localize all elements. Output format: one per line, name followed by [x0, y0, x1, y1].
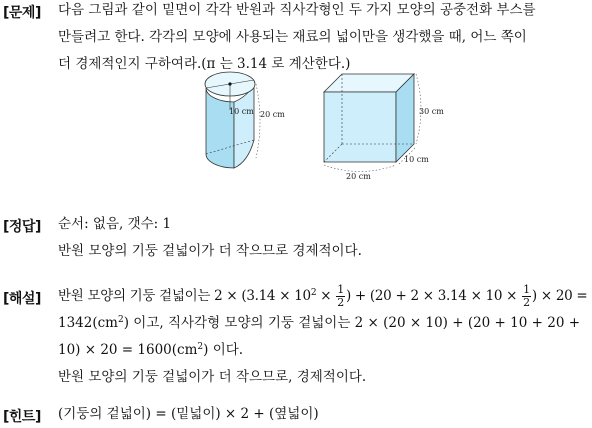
- expl-l1-d: ) + (20 + 2 × 3.14 × 10 ×: [345, 288, 522, 304]
- expl-l3-c: ) 이다.: [203, 342, 244, 358]
- expl-l1-c: ×: [316, 288, 336, 304]
- rect-prism-width-dim: [324, 165, 396, 172]
- hint-tag: [힌트]: [3, 409, 41, 425]
- answer-tag: [정답]: [3, 219, 41, 235]
- frac-2-denominator: 2: [523, 296, 530, 309]
- half-cylinder-curve-face: [234, 84, 254, 168]
- half-cylinder: [205, 72, 285, 168]
- expl-l1-e: ) × 20 =: [531, 288, 588, 304]
- frac-1-numerator: 1: [337, 283, 344, 296]
- rect-prism-height-label: 30 cm: [419, 107, 444, 116]
- half-cylinder-height-label: 20 cm: [260, 110, 285, 119]
- expl-l1-sup: 2: [310, 288, 317, 298]
- rect-prism-width-label: 20 cm: [346, 172, 371, 181]
- expl-l3-a: 10) × 20 = 1600(cm: [58, 342, 198, 358]
- rect-prism-depth-label: 10 cm: [404, 155, 429, 164]
- half-cylinder-height-dim: [256, 84, 260, 158]
- problem-line-1: 다음 그림과 같이 밑면이 각각 반원과 직사각형인 두 가지 모양의 공중전화 부스를: [58, 2, 536, 18]
- expl-l2-sup: 2: [118, 315, 124, 325]
- problem-tag: [문제]: [3, 5, 41, 21]
- expl-l3-sup: 2: [197, 342, 204, 352]
- explanation-line-2: [58, 310, 590, 337]
- expl-l2-a: 1342(cm: [58, 315, 118, 331]
- explanation-tag: [해설]: [3, 291, 41, 307]
- answer-line-1: 순서: 없음, 갯수: 1: [58, 216, 172, 232]
- explanation-line-4: 반원 모양의 기둥 겉넓이가 더 작으므로, 경제적이다.: [58, 369, 367, 385]
- explanation-text: [58, 283, 590, 391]
- frac-1-denominator: 2: [337, 296, 344, 309]
- problem-line-3: 더 경제적인지 구하여라.(π 는 3.14 로 계산한다.): [58, 56, 351, 72]
- expl-l1-a: 반원 모양의 기둥 겉넓이는 2 × (3.14 × 10: [58, 288, 311, 304]
- hint-line-1: (기둥의 겉넓이) = (밑넓이) × 2 + (옆넓이): [58, 406, 319, 422]
- expl-l1-frac-2: [522, 284, 531, 309]
- answer-line-2: 반원 모양의 기둥 겉넓이가 더 작으므로 경제적이다.: [58, 243, 362, 259]
- rect-prism-front: [324, 92, 396, 162]
- explanation-line-1: [58, 283, 590, 310]
- rect-prism: [324, 74, 444, 181]
- hint-text: [58, 401, 590, 428]
- half-cylinder-radius-label: 10 cm: [229, 107, 254, 116]
- half-cylinder-center: [228, 82, 231, 85]
- answer-text: [58, 211, 590, 265]
- expl-l1-frac-1: [336, 284, 345, 309]
- problem-line-2: 만들려고 한다. 각각의 모양에 사용되는 재료의 넓이만을 생각했을 때, 어느 쪽이: [58, 29, 527, 45]
- explanation-line-3: [58, 337, 590, 364]
- problem-figure: [196, 66, 456, 182]
- expl-l2-c: ) 이고, 직사각형 모양의 기둥 겉넓이는 2 × (20 × 10) + (20 + 10 + 20 +: [123, 315, 581, 331]
- frac-2-numerator: 1: [523, 283, 530, 296]
